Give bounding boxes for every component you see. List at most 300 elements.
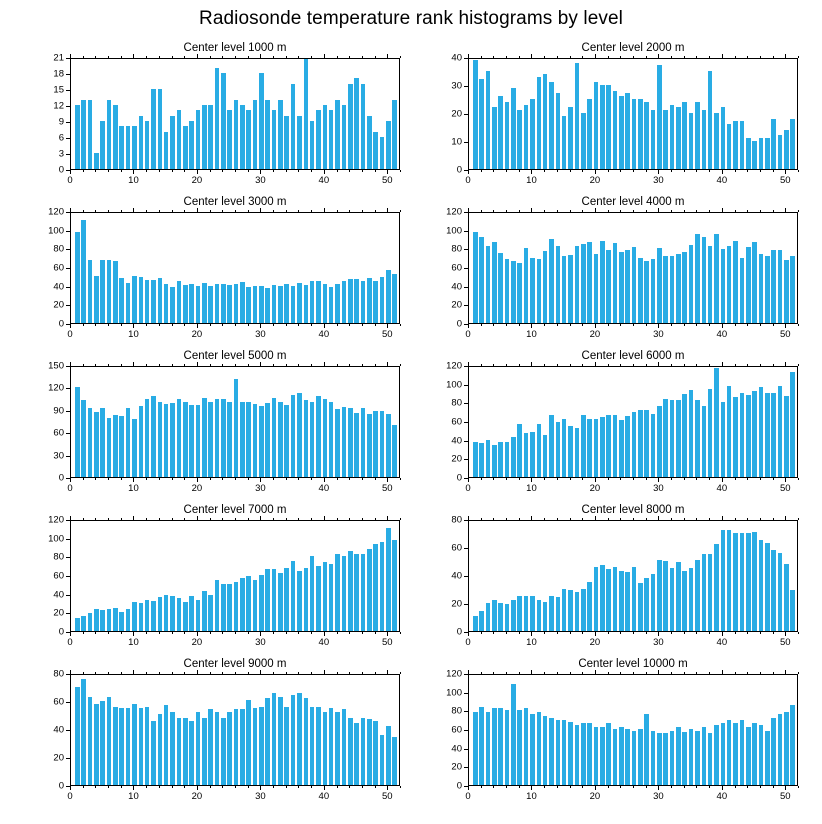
x-axis-minor-tick-top: [570, 210, 571, 212]
bar: [373, 132, 378, 169]
bar: [202, 105, 207, 169]
x-axis-minor-tick: [671, 478, 672, 480]
x-axis-minor-tick: [298, 786, 299, 788]
bar: [790, 119, 795, 169]
bar: [708, 71, 713, 169]
y-axis-tick-label: 20: [451, 761, 462, 773]
x-axis-minor-tick: [159, 786, 160, 788]
x-axis-minor-tick-top: [709, 672, 710, 674]
bar: [354, 279, 359, 323]
x-axis-tick-mark-top: [531, 54, 532, 58]
x-axis-minor-tick-top: [747, 364, 748, 366]
x-axis-tick-label: 40: [318, 791, 330, 802]
x-axis-tick-label: 30: [255, 329, 266, 340]
x-axis-tick-mark-top: [595, 362, 596, 366]
bar: [354, 413, 359, 477]
x-axis-minor-tick-top: [544, 210, 545, 212]
x-axis-tick-label: 40: [716, 483, 728, 494]
bar: [606, 569, 611, 631]
x-axis-minor-tick: [519, 786, 520, 788]
x-axis-minor-tick: [493, 324, 494, 326]
x-axis-minor-tick: [400, 324, 401, 326]
x-axis-tick-mark: [595, 324, 596, 328]
x-axis-minor-tick: [95, 170, 96, 172]
x-axis-minor-tick: [608, 786, 609, 788]
y-axis-tick-mark: [66, 702, 70, 703]
x-axis-minor-tick-top: [311, 518, 312, 520]
x-axis-tick-mark: [197, 324, 198, 328]
x-axis-minor-tick: [172, 786, 173, 788]
y-axis-tick-mark: [464, 305, 468, 306]
x-axis-minor-tick-top: [222, 518, 223, 520]
bar: [759, 138, 764, 169]
x-axis-minor-tick: [544, 478, 545, 480]
x-axis-tick-label: 50: [780, 175, 791, 186]
y-axis-tick-mark: [66, 138, 70, 139]
y-axis-tick-label: 80: [53, 243, 64, 255]
x-axis-minor-tick: [248, 632, 249, 634]
x-axis-minor-tick-top: [620, 672, 621, 674]
x-axis-tick-mark: [324, 324, 325, 328]
bar: [632, 731, 637, 785]
x-axis-tick-mark-top: [260, 54, 261, 58]
x-axis-minor-tick: [248, 478, 249, 480]
y-axis-tick-mark: [66, 674, 70, 675]
x-axis-minor-tick: [400, 170, 401, 172]
bar: [139, 708, 144, 785]
bar: [613, 729, 618, 785]
bar: [253, 100, 258, 169]
x-axis-tick-mark: [70, 324, 71, 328]
x-axis-tick-label: 10: [128, 791, 139, 802]
x-axis-minor-tick-top: [286, 364, 287, 366]
bar: [556, 720, 561, 785]
bar: [600, 85, 605, 169]
y-axis-tick-label: 0: [456, 164, 462, 176]
x-axis-tick-mark-top: [197, 208, 198, 212]
y-axis-tick-mark: [464, 693, 468, 694]
y-axis-tick-label: 0: [58, 472, 64, 484]
bar: [613, 243, 618, 323]
x-axis-minor-tick-top: [298, 364, 299, 366]
bar: [790, 705, 795, 785]
bar: [682, 732, 687, 785]
bar: [587, 242, 592, 323]
x-axis-minor-tick: [235, 324, 236, 326]
bar: [746, 395, 751, 477]
x-axis-minor-tick-top: [248, 56, 249, 58]
y-axis-tick-mark: [464, 711, 468, 712]
x-axis-minor-tick-top: [646, 672, 647, 674]
bar: [202, 283, 207, 323]
bar: [139, 603, 144, 631]
bar: [587, 582, 592, 631]
bar: [568, 255, 573, 323]
x-axis-minor-tick: [798, 170, 799, 172]
x-axis-tick-mark: [70, 170, 71, 174]
x-axis-minor-tick-top: [735, 210, 736, 212]
bar: [183, 402, 188, 477]
x-axis-minor-tick-top: [400, 210, 401, 212]
bar: [88, 697, 93, 785]
bar: [304, 285, 309, 323]
bar: [752, 532, 757, 631]
x-axis-minor-tick-top: [248, 672, 249, 674]
x-axis-tick-mark: [785, 786, 786, 790]
x-axis-minor-tick: [633, 324, 634, 326]
bar: [316, 281, 321, 323]
x-axis-minor-tick-top: [570, 56, 571, 58]
x-axis-tick-mark-top: [468, 362, 469, 366]
x-axis-minor-tick-top: [375, 364, 376, 366]
bar: [304, 698, 309, 785]
x-axis-minor-tick-top: [121, 56, 122, 58]
x-axis-tick-mark: [785, 478, 786, 482]
bar: [94, 704, 99, 785]
bar: [348, 718, 353, 785]
x-axis-tick-mark-top: [785, 516, 786, 520]
x-axis-minor-tick: [506, 170, 507, 172]
bar: [164, 132, 169, 169]
x-axis-minor-tick-top: [159, 210, 160, 212]
x-axis-minor-tick-top: [349, 210, 350, 212]
bar: [392, 540, 397, 631]
bar: [721, 402, 726, 477]
bar: [139, 116, 144, 169]
x-axis-minor-tick-top: [172, 210, 173, 212]
x-axis-minor-tick: [337, 478, 338, 480]
x-axis-tick-mark: [531, 786, 532, 790]
bar: [632, 247, 637, 323]
x-axis-tick-label: 50: [780, 637, 791, 648]
bar: [348, 84, 353, 169]
bar: [272, 398, 277, 477]
x-axis-tick-mark-top: [531, 516, 532, 520]
x-axis-minor-tick-top: [146, 672, 147, 674]
x-axis-minor-tick-top: [362, 56, 363, 58]
bar: [537, 712, 542, 785]
x-axis-tick-mark: [324, 478, 325, 482]
bar: [316, 396, 321, 477]
x-axis-tick-mark: [260, 170, 261, 174]
bar: [752, 141, 757, 169]
bar: [189, 721, 194, 785]
bar: [676, 107, 681, 169]
bar: [562, 589, 567, 631]
bar: [778, 553, 783, 631]
x-axis-minor-tick: [286, 170, 287, 172]
x-axis-tick-mark-top: [468, 54, 469, 58]
x-axis-minor-tick-top: [172, 364, 173, 366]
bar: [600, 565, 605, 631]
x-axis-tick-label: 0: [67, 791, 73, 802]
bar: [581, 589, 586, 631]
x-axis-minor-tick: [273, 786, 274, 788]
y-axis-tick-label: 0: [456, 318, 462, 330]
bar: [575, 428, 580, 477]
x-axis-minor-tick: [735, 632, 736, 634]
plot-area: [468, 212, 798, 324]
x-axis-minor-tick-top: [95, 518, 96, 520]
x-axis-minor-tick-top: [273, 210, 274, 212]
y-axis-tick-label: 18: [53, 68, 64, 80]
y-axis-tick-label: 100: [48, 533, 64, 545]
x-axis-tick-mark-top: [468, 208, 469, 212]
y-axis-tick-label: 40: [451, 281, 462, 293]
x-axis-minor-tick: [544, 786, 545, 788]
x-axis-minor-tick: [493, 170, 494, 172]
x-axis-minor-tick: [608, 324, 609, 326]
x-axis-tick-label: 0: [465, 329, 471, 340]
bar: [740, 258, 745, 323]
bar: [297, 571, 302, 631]
bar: [354, 723, 359, 785]
x-axis-minor-tick-top: [184, 56, 185, 58]
x-axis-minor-tick-top: [248, 518, 249, 520]
x-axis-minor-tick: [620, 786, 621, 788]
bar: [733, 121, 738, 169]
bar: [619, 727, 624, 785]
x-axis-minor-tick-top: [798, 56, 799, 58]
x-axis-minor-tick-top: [95, 210, 96, 212]
bar: [771, 393, 776, 477]
bar: [234, 582, 239, 631]
x-axis-minor-tick-top: [646, 56, 647, 58]
bar: [139, 277, 144, 323]
x-axis-minor-tick-top: [582, 56, 583, 58]
x-axis-minor-tick-top: [671, 210, 672, 212]
x-axis-tick-mark-top: [387, 54, 388, 58]
bar: [145, 280, 150, 323]
bar: [81, 679, 86, 785]
x-axis-minor-tick: [646, 324, 647, 326]
bar: [119, 708, 124, 785]
x-axis-minor-tick: [172, 632, 173, 634]
bar: [676, 254, 681, 323]
x-axis-minor-tick-top: [362, 672, 363, 674]
bar: [208, 286, 213, 323]
x-axis-minor-tick-top: [709, 56, 710, 58]
y-axis-tick-label: 120: [48, 206, 64, 218]
x-axis-minor-tick-top: [798, 210, 799, 212]
y-axis-tick-mark: [66, 411, 70, 412]
bar: [189, 284, 194, 323]
bar: [291, 561, 296, 631]
y-axis-tick-label: 40: [451, 743, 462, 755]
bar: [119, 416, 124, 477]
bar: [695, 400, 700, 477]
y-axis-tick-label: 60: [53, 570, 64, 582]
x-axis-minor-tick: [684, 170, 685, 172]
bar: [170, 287, 175, 323]
bar: [272, 285, 277, 323]
bar: [316, 110, 321, 169]
y-axis-tick-mark: [464, 287, 468, 288]
x-axis-tick-mark-top: [658, 208, 659, 212]
bar: [170, 403, 175, 477]
bar: [663, 561, 668, 631]
x-axis-tick-mark: [387, 170, 388, 174]
bar: [75, 387, 80, 477]
x-axis-minor-tick-top: [222, 364, 223, 366]
x-axis-minor-tick: [582, 786, 583, 788]
x-axis-minor-tick: [184, 324, 185, 326]
chart-panel: [22, 42, 404, 192]
panel-title: Center level 7000 m: [183, 504, 287, 516]
bar: [784, 564, 789, 631]
bar: [284, 116, 289, 169]
bar: [240, 578, 245, 631]
bar: [689, 568, 694, 631]
x-axis-minor-tick: [760, 324, 761, 326]
bar: [278, 402, 283, 477]
x-axis-minor-tick-top: [172, 518, 173, 520]
bar: [202, 398, 207, 477]
x-axis-tick-mark: [658, 478, 659, 482]
bar: [215, 580, 220, 631]
x-axis-minor-tick: [519, 170, 520, 172]
bar: [752, 391, 757, 477]
x-axis-minor-tick: [95, 324, 96, 326]
x-axis-tick-mark: [658, 786, 659, 790]
bar: [581, 723, 586, 785]
plot-area: [468, 366, 798, 478]
x-axis-tick-label: 0: [465, 483, 471, 494]
x-axis-minor-tick: [671, 632, 672, 634]
bar: [498, 708, 503, 785]
bar: [714, 234, 719, 323]
x-axis-minor-tick: [747, 632, 748, 634]
bar: [113, 608, 118, 631]
bar: [75, 618, 80, 631]
x-axis-tick-mark-top: [531, 208, 532, 212]
bar: [778, 386, 783, 477]
x-axis-minor-tick-top: [159, 518, 160, 520]
x-axis-minor-tick: [108, 786, 109, 788]
bar: [771, 119, 776, 169]
x-axis-tick-mark: [324, 632, 325, 636]
bar: [549, 239, 554, 323]
x-axis-tick-mark: [197, 478, 198, 482]
x-axis-minor-tick-top: [671, 364, 672, 366]
bar: [530, 258, 535, 323]
bar-series: [469, 675, 797, 785]
x-axis-tick-label: 40: [716, 329, 728, 340]
x-axis-minor-tick-top: [349, 672, 350, 674]
bar: [473, 442, 478, 477]
x-axis-minor-tick-top: [375, 56, 376, 58]
bar: [714, 725, 719, 785]
y-axis-tick-label: 120: [446, 360, 462, 372]
y-axis-tick-mark: [464, 86, 468, 87]
x-axis-minor-tick: [760, 786, 761, 788]
x-axis-minor-tick: [493, 478, 494, 480]
bar: [479, 611, 484, 631]
bar: [721, 723, 726, 785]
x-axis-minor-tick: [481, 324, 482, 326]
x-axis-tick-mark-top: [197, 670, 198, 674]
x-axis-minor-tick: [684, 324, 685, 326]
x-axis-minor-tick-top: [633, 672, 634, 674]
bar: [259, 707, 264, 785]
bar: [479, 443, 484, 477]
bar: [297, 393, 302, 477]
bar: [625, 250, 630, 323]
y-axis-tick-label: 20: [451, 598, 462, 610]
bar-series: [469, 521, 797, 631]
bar: [511, 600, 516, 631]
x-axis-minor-tick: [172, 170, 173, 172]
y-axis-tick-label: 20: [53, 607, 64, 619]
bar: [253, 708, 258, 785]
x-axis-minor-tick-top: [519, 672, 520, 674]
x-axis-minor-tick: [184, 632, 185, 634]
y-axis-tick-label: 0: [58, 318, 64, 330]
x-axis-minor-tick-top: [375, 210, 376, 212]
bar: [126, 609, 131, 631]
x-axis-tick-label: 30: [653, 791, 664, 802]
x-axis-minor-tick-top: [210, 364, 211, 366]
x-axis-minor-tick: [400, 478, 401, 480]
bar: [107, 609, 112, 631]
x-axis-minor-tick-top: [222, 210, 223, 212]
y-axis-tick-label: 6: [58, 132, 64, 144]
x-axis-tick-mark: [595, 170, 596, 174]
x-axis-minor-tick-top: [481, 56, 482, 58]
y-axis-tick-label: 120: [48, 514, 64, 526]
bar: [708, 733, 713, 785]
x-axis-minor-tick: [108, 478, 109, 480]
x-axis-minor-tick: [337, 324, 338, 326]
y-axis-tick-mark: [464, 459, 468, 460]
bar: [177, 399, 182, 477]
bar: [119, 612, 124, 631]
x-axis-minor-tick: [248, 324, 249, 326]
bar: [556, 93, 561, 169]
x-axis-minor-tick-top: [519, 364, 520, 366]
bar: [139, 406, 144, 477]
bar: [702, 554, 707, 631]
x-axis-minor-tick: [95, 632, 96, 634]
bar: [183, 126, 188, 169]
x-axis-minor-tick: [337, 632, 338, 634]
x-axis-tick-mark: [197, 170, 198, 174]
bar: [342, 105, 347, 169]
bar: [676, 727, 681, 785]
y-axis-tick-label: 10: [451, 136, 462, 148]
bar-series: [469, 213, 797, 323]
bar: [619, 420, 624, 477]
bar: [177, 281, 182, 323]
x-axis-minor-tick-top: [108, 518, 109, 520]
y-axis-tick-label: 0: [58, 780, 64, 792]
x-axis-minor-tick-top: [570, 518, 571, 520]
bar: [113, 105, 118, 169]
bar: [651, 259, 656, 323]
bar: [695, 102, 700, 169]
x-axis-minor-tick-top: [273, 672, 274, 674]
bar: [682, 102, 687, 169]
x-axis-minor-tick: [159, 170, 160, 172]
bar: [380, 137, 385, 169]
x-axis-minor-tick-top: [760, 210, 761, 212]
x-axis-minor-tick: [235, 786, 236, 788]
x-axis-tick-mark: [133, 632, 134, 636]
x-axis-minor-tick: [95, 478, 96, 480]
y-axis-tick-label: 100: [48, 225, 64, 237]
bar: [695, 731, 700, 785]
x-axis-minor-tick: [121, 170, 122, 172]
